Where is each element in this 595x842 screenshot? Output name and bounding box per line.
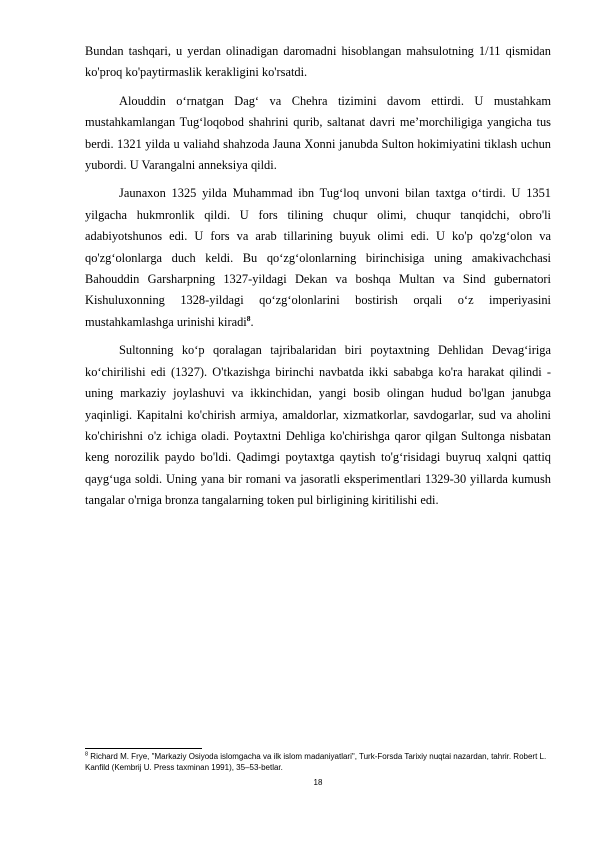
paragraph-3-text: Jaunaxon 1325 yilda Muhammad ibn Tug‘loq unvoni bilan taxtga o‘tirdi. U 1351 yilgacha hukmronlik qildi. U fors tilining chuqur olimi, chuqur tanqidchi, obro'li adabiyotshunos edi. U fors va arab tillarining buyuk olimi edi. U ko'p qo'zg‘olon va qo'zg‘olonlarga duch keldi. Bu qo‘zg‘olonlarning birinchisiga uning amakivachchasi Bahouddin Garsharpning 1327-yildagi Dekan va boshqa Multan va Sind gubernatori Kishuluxonning 1328-yildagi qo‘zg‘olonlarini bostirish orqali o‘z imperiyasini mustahkamlashga urinishi kiradi: [85, 186, 551, 329]
footnote: [85, 751, 551, 773]
page-number: 18: [313, 778, 323, 787]
body-text: [85, 41, 551, 512]
footnote-mark: 8: [85, 751, 89, 758]
footnote-reference[interactable]: 8: [246, 313, 251, 323]
paragraph-1: Bundan tashqari, u yerdan olinadigan daromadni hisoblangan mahsulotning 1/11 qismidan ko'proq ko'paytirmaslik kerakligini ko'rsatdi.: [85, 44, 551, 80]
paragraph-4: Sultonning ko‘p qoralagan tajribalaridan biri poytaxtning Dehlidan Devag‘iriga ko‘chirilishi edi (1327). O'tkazishga birinchi navbatda ikki sababga ko'ra harakat qilindi - uning markaziy joylashuvi va ikkinchidan, yangi bosib olingan hudud bo'lgan janubga yaqinligi. Kapitalni ko'chirish armiya, amaldorlar, xizmatkorlar, savdogarlar, sud va aholini ko'chirishni o'z ichiga oladi. Poytaxtni Dehliga ko'chirishga qaror qilgan Sultonga nisbatan keng norozilik paydo bo'ldi. Qadimgi poytaxtga qaytish to'g‘risidagi buyruq xalqni qattiq qayg‘uga soldi. Uning yana bir romani va jasoratli eksperimentlari 1329-30 yillarda kumush tangalar o'rniga bronza tangalarning token pul birligining kiritilishi edi.: [85, 343, 551, 508]
paragraph-2: Alouddin o‘rnatgan Dag‘ va Chehra tizimini davom ettirdi. U mustahkam mustahkamlangan Tug‘loqobod shahrini qurib, saltanat davri me’morchiligiga yangicha tus berdi. 1321 yilda u valiahd shahzoda Jauna Xonni janubda Sulton hokimiyatini tiklash uchun yubordi. U Varangalni anneksiya qildi.: [85, 93, 551, 173]
paragraph-3-tail: .: [250, 314, 254, 329]
footnote-divider: [85, 748, 202, 749]
footnote-text: Richard M. Frye, "Markaziy Osiyoda islomgacha va ilk islom madaniyatlari", Turk-Forsda Tarixiy nuqtai nazardan, tahrir. Robert L. Kanfild (Kembrij U. Press taxminan 1991), 35–53-betlar.: [85, 752, 547, 772]
paragraph-3: [85, 183, 551, 333]
